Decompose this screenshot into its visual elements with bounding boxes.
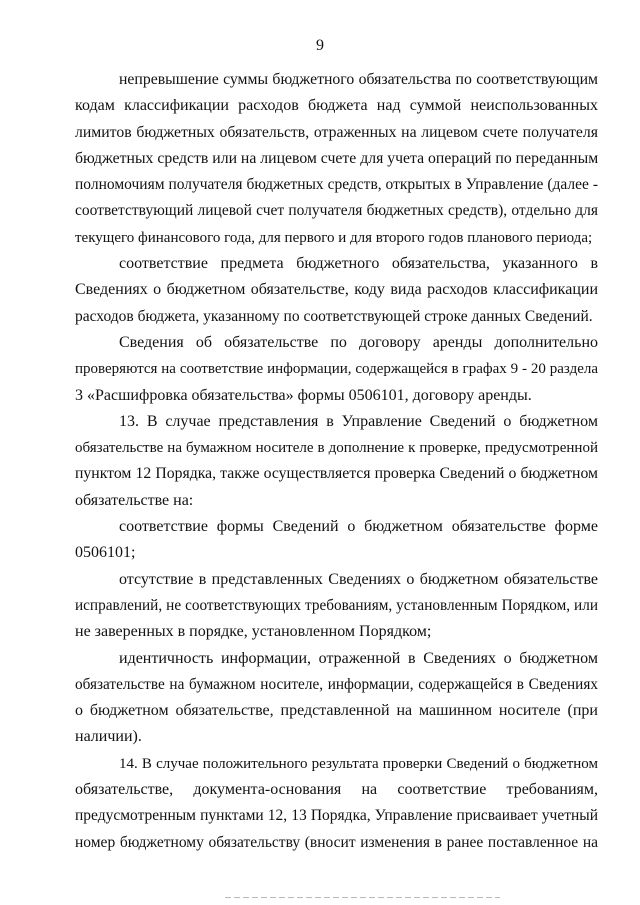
text-line: бюджетных средств или на лицевом счете для учета операций по переданным [75,149,599,167]
text-line: кодам классификации расходов бюджета над суммой неиспользованных [75,97,598,115]
paragraph-budget-limit-check [75,67,598,251]
text-line: 13. В случае представления в Управление Сведений о бюджетном [119,412,598,430]
text-line: 0506101; [75,544,136,562]
text-line: обязательстве на бумажном носителе в дополнение к проверке, предусмотренной [75,440,598,457]
text-line: 3 «Расшифровка обязательства» формы 0506101, договору аренды. [75,386,532,404]
paragraph-corrections-check [75,567,598,646]
text-line: о бюджетном обязательстве, представленной на машинном носителе (при [75,702,598,720]
page-number: 9 [316,37,324,54]
document-body [75,67,598,856]
text-line: текущего финансового года, для первого и для второго годов планового периода; [75,229,593,246]
text-line: номер бюджетному обязательству (вносит изменения в ранее поставленное на [75,833,598,851]
paragraph-clause-14 [75,751,598,856]
text-line: полномочиям получателя бюджетных средств, открытых в Управление (далее - [75,176,598,194]
text-line: расходов бюджета, указанному по соответствующей строке данных Сведений. [75,307,593,325]
text-line: лимитов бюджетных обязательств, отраженных на лицевом счете получателя [75,123,598,141]
paragraph-form-check [75,514,598,567]
scan-artifact-divider [225,897,500,898]
text-line: Сведениях о бюджетном обязательстве, коду вида расходов классификации [75,281,598,299]
text-line: не заверенных в порядке, установленном Порядком; [75,623,432,641]
text-line: соответствующий лицевой счет получателя бюджетных средств), отдельно для [75,202,598,220]
paragraph-subject-check [75,251,598,330]
text-line: идентичность информации, отраженной в Сведениях о бюджетном [119,649,598,667]
text-line: соответствие формы Сведений о бюджетном обязательстве форме [119,518,598,536]
paragraph-identity-check [75,646,598,751]
text-line: обязательстве, документа-основания на соответствие требованиям, [75,781,598,799]
text-line: пунктом 12 Порядка, также осуществляется проверка Сведений о бюджетном [75,465,598,483]
text-line: предусмотренным пунктами 12, 13 Порядка, Управление присваивает учетный [75,807,598,825]
text-line: наличии). [75,728,142,746]
text-line: проверяются на соответствие информации, содержащейся в графах 9 - 20 раздела [75,361,598,378]
paragraph-lease-check [75,330,598,409]
text-line: обязательстве на: [75,491,194,509]
text-line: 14. В случае положительного результата проверки Сведений о бюджетном [119,755,598,772]
text-line: исправлений, не соответствующих требованиям, установленным Порядком, или [75,596,598,614]
text-line: обязательстве на бумажном носителе, информации, содержащейся в Сведениях [75,675,598,693]
text-line: соответствие предмета бюджетного обязательства, указанного в [119,255,598,273]
text-line: непревышение суммы бюджетного обязательства по соответствующим [119,71,598,88]
text-line: Сведения об обязательстве по договору аренды дополнительно [119,333,598,351]
text-line: отсутствие в представленных Сведениях о бюджетном обязательстве [119,570,598,588]
paragraph-clause-13 [75,409,598,514]
